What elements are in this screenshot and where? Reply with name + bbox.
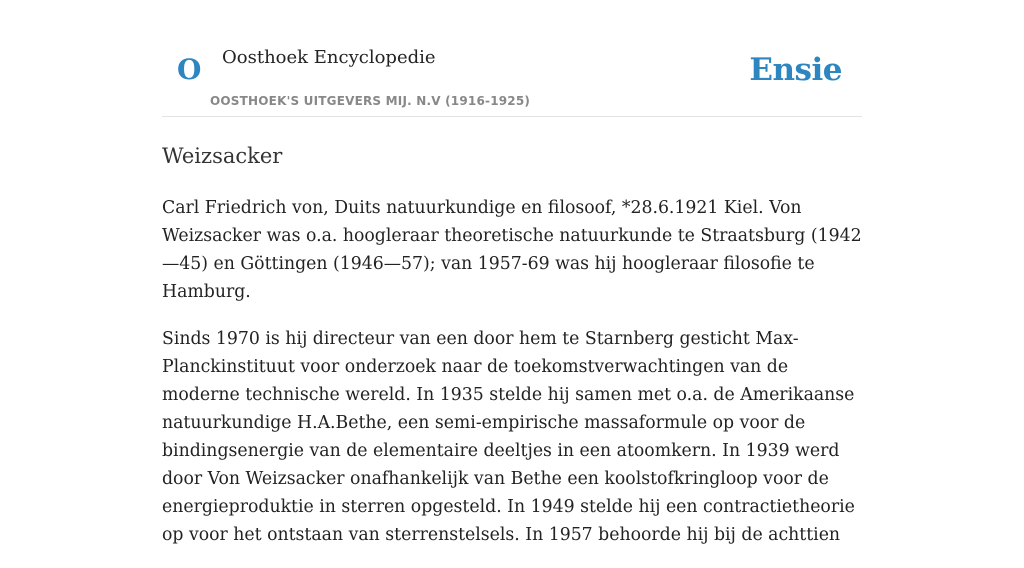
article-title: Weizsacker <box>162 144 283 168</box>
article-body <box>162 194 862 549</box>
source-title-link[interactable]: Oosthoek Encyclopedie <box>222 47 436 68</box>
article-paragraph: Sinds 1970 is hij directeur van een door hem te Starnberg gesticht Max-Planckinstituut voor onderzoek naar de toekomstverwachtingen van de moderne technische wereld. In 1935 stelde hij samen met o.a. de Amerikaanse natuurkundige H.A.Bethe, een semi-empirische massaformule op voor de bindingsenergie van de elementaire deeltjes in een atoomkern. In 1939 werd door Von Weizsacker onafhankelijk van Bethe een koolstofkringloop voor de energieproduktie in sterren opgesteld. In 1949 stelde hij een contractietheorie op voor het ontstaan van sterrenstelsels. In 1957 behoorde hij bij de achttien <box>162 329 855 545</box>
source-logo[interactable]: O <box>177 53 202 86</box>
article-paragraph: Carl Friedrich von, Duits natuurkundige en filosoof, *28.6.1921 Kiel. Von Weizsacker was o.a. hoogleraar theoretische natuurkunde te Straatsburg (1942—45) en Göttingen (1946—57); van 1957-69 was hij hoogleraar filosofie te Hamburg. <box>162 198 862 302</box>
content-container <box>162 0 862 568</box>
header <box>162 0 862 117</box>
brand-logo[interactable]: Ensie <box>749 52 842 88</box>
source-subtitle: OOSTHOEK'S UITGEVERS MIJ. N.V (1916-1925) <box>210 94 531 108</box>
